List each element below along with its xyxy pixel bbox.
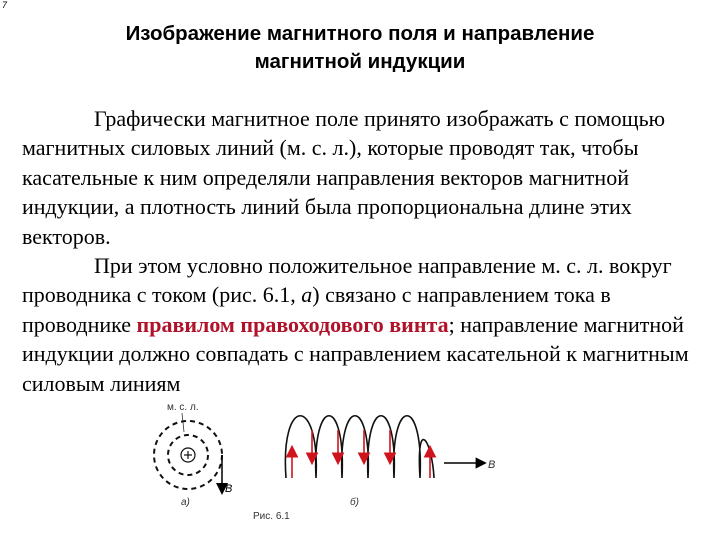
paragraph-2-text-a: При этом условно положительное направление м. с. л. вокруг проводника с током (рис. 6.1, xyxy=(22,253,672,308)
msl-pointer xyxy=(182,413,184,432)
figure-b-solenoid xyxy=(285,416,495,508)
corner-mark: 7 xyxy=(2,0,8,10)
paragraph-1-text: Графически магнитное поле принято изображать с помощью магнитных силовых линий (м. с. л.), которые проводят так, чтобы касательные к ним определяли направления векторов магнитной индукции, а плотность линий была пропорциональна длине этих векторов. xyxy=(22,106,666,249)
paragraph-2-italic: а xyxy=(301,282,313,308)
label-b: б) xyxy=(350,497,359,508)
title-line-1: Изображение магнитного поля и направление xyxy=(125,22,595,45)
paragraph-2-text-c: ; направление магнитной индукции должно совпадать с направлением касательной к магнитным силовым линиям xyxy=(22,311,689,396)
label-msl: м. с. л. xyxy=(167,402,199,413)
right-hand-screw-rule: правилом правоходового винта xyxy=(136,311,449,337)
paragraph-2-text-b: ) связано с направлением тока в проводнике xyxy=(22,282,611,337)
solenoid-coils xyxy=(285,416,434,478)
label-b-right: B xyxy=(488,459,496,471)
title-line-2: магнитной индукции xyxy=(254,50,466,73)
figure-a-field-lines xyxy=(154,402,232,508)
figure-caption: Рис. 6.1 xyxy=(253,511,290,522)
label-b-left: B xyxy=(225,483,233,495)
label-a: а) xyxy=(181,497,190,508)
